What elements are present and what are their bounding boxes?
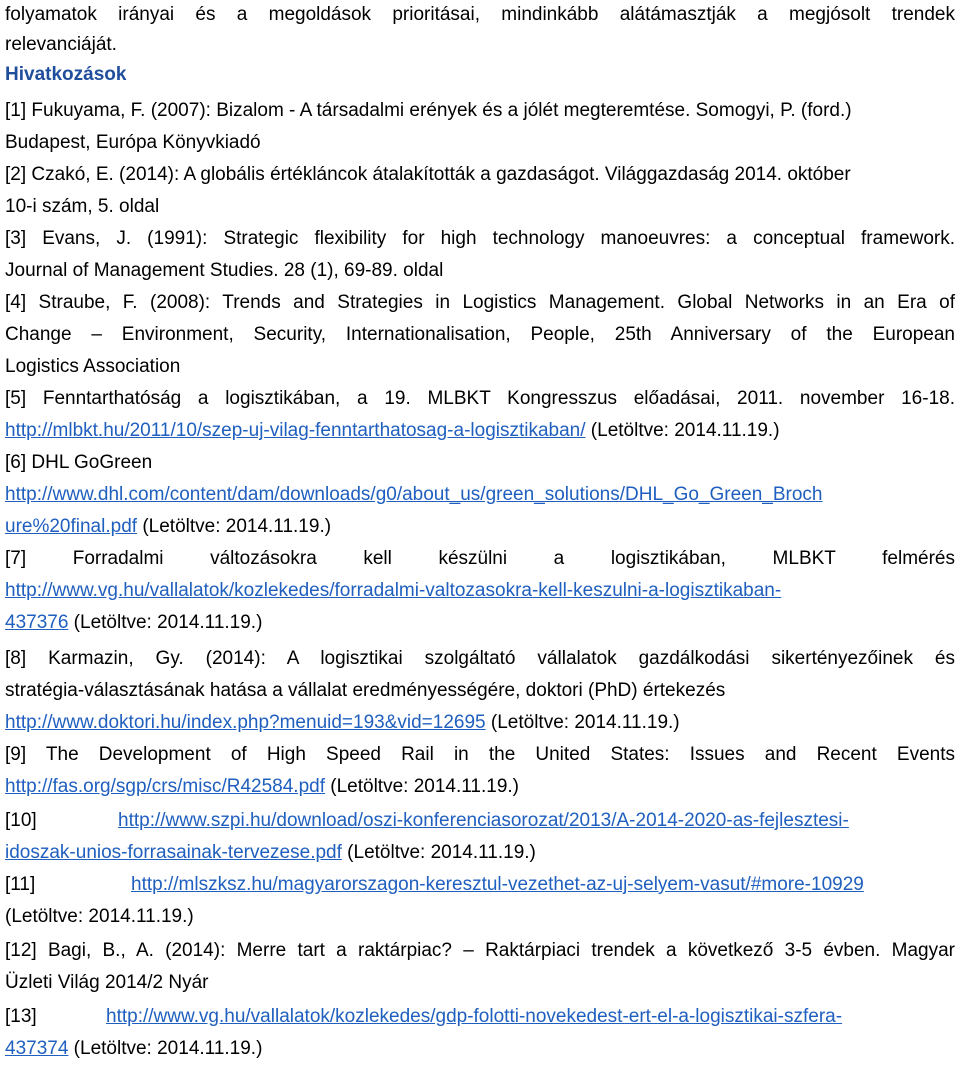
- reference-8-line: [5, 708, 955, 738]
- reference-12-line: [12] Bagi, B., A. (2014): Merre tart a raktárpiac? – Raktárpiaci trendek a következő 3-5 évben. Magyar: [5, 940, 955, 961]
- reference-9-line: [5, 772, 955, 802]
- reference-3-line: [3] Evans, J. (1991): Strategic flexibility for high technology manoeuvres: a conceptual framework.: [5, 228, 955, 249]
- reference-11-link[interactable]: http://mlszksz.hu/magyarorszagon-keresztul-vezethet-az-uj-selyem-vasut/#more-10929: [131, 874, 864, 895]
- intro-line: relevanciáját.: [5, 34, 117, 55]
- reference-6-line: [5, 480, 955, 510]
- download-date: (Letöltve: 2014.11.19.): [68, 1038, 263, 1059]
- reference-number: [10]: [5, 810, 37, 831]
- reference-7-line: [7] Forradalmi változásokra kell készülni a logisztikában, MLBKT felmérés: [5, 548, 955, 569]
- reference-9-line: [9] The Development of High Speed Rail in the United States: Issues and Recent Events: [5, 744, 955, 765]
- reference-5-line: [5] Fenntarthatóság a logisztikában, a 19. MLBKT Kongresszus előadásai, 2011. november 16-18.: [5, 388, 955, 409]
- download-date: (Letöltve: 2014.11.19.): [585, 420, 780, 441]
- reference-13-line: [5, 1034, 955, 1064]
- reference-1-line: [1] Fukuyama, F. (2007): Bizalom - A társadalmi erények és a jólét megteremtése. Somogyi, P. (ford.): [5, 100, 852, 121]
- download-date: (Letöltve: 2014.11.19.): [325, 776, 519, 797]
- reference-6-link[interactable]: http://www.dhl.com/content/dam/downloads/g0/about_us/green_solutions/DHL_Go_Green_Broch: [5, 484, 823, 505]
- download-date: (Letöltve: 2014.11.19.): [485, 712, 680, 733]
- reference-12-line: Üzleti Világ 2014/2 Nyár: [5, 972, 209, 993]
- intro-line: folyamatok irányai és a megoldások prioritásai, mindinkább alátámasztják a megjósolt trendek: [5, 4, 955, 25]
- section-heading: Hivatkozások: [5, 64, 127, 85]
- reference-4-line: Logistics Association: [5, 356, 181, 377]
- reference-10-line: [5, 806, 955, 836]
- reference-8-line: [8] Karmazin, Gy. (2014): A logisztikai szolgáltató vállalatok gazdálkodási sikertényezőinek és: [5, 648, 955, 669]
- reference-6-line: [5, 512, 955, 542]
- reference-6-line: [6] DHL GoGreen: [5, 452, 153, 473]
- reference-5-line: [5, 416, 955, 446]
- reference-9-link[interactable]: http://fas.org/sgp/crs/misc/R42584.pdf: [5, 776, 325, 797]
- reference-8-link[interactable]: http://www.doktori.hu/index.php?menuid=193&vid=12695: [5, 712, 486, 733]
- reference-7-line: [5, 608, 955, 638]
- reference-11-line: [5, 870, 955, 900]
- reference-2-line: 10-i szám, 5. oldal: [5, 196, 160, 217]
- reference-4-line: [4] Straube, F. (2008): Trends and Strategies in Logistics Management. Global Networks in an Era of: [5, 292, 955, 313]
- reference-7-link[interactable]: http://www.vg.hu/vallalatok/kozlekedes/forradalmi-valtozasokra-kell-keszulni-a-logisztikaban-: [5, 580, 782, 601]
- reference-13-line: [5, 1002, 955, 1032]
- reference-6-link-continued[interactable]: ure%20final.pdf: [5, 516, 138, 537]
- reference-2-line: [2] Czakó, E. (2014): A globális értékláncok átalakították a gazdaságot. Világgazdaság 2014. október: [5, 164, 851, 185]
- reference-3-line: Journal of Management Studies. 28 (1), 69-89. oldal: [5, 260, 444, 281]
- reference-1-line: Budapest, Európa Könyvkiadó: [5, 132, 261, 153]
- download-date: (Letöltve: 2014.11.19.): [341, 842, 536, 863]
- reference-8-line: stratégia-választásának hatása a vállalat eredményességére, doktori (PhD) értekezés: [5, 680, 726, 701]
- reference-4-line: Change – Environment, Security, Internationalisation, People, 25th Anniversary of the European: [5, 324, 955, 345]
- reference-7-line: [5, 576, 955, 606]
- reference-number: [11]: [5, 874, 36, 895]
- reference-7-link-continued[interactable]: 437376: [5, 612, 69, 633]
- reference-13-link[interactable]: http://www.vg.hu/vallalatok/kozlekedes/gdp-folotti-novekedest-ert-el-a-logisztikai-szfera-: [106, 1006, 843, 1027]
- reference-number: [13]: [5, 1006, 37, 1027]
- download-date: (Letöltve: 2014.11.19.): [137, 516, 332, 537]
- download-date: (Letöltve: 2014.11.19.): [5, 906, 194, 927]
- reference-10-link[interactable]: http://www.szpi.hu/download/oszi-konferenciasorozat/2013/A-2014-2020-as-fejlesztesi-: [118, 810, 849, 831]
- download-date: (Letöltve: 2014.11.19.): [68, 612, 263, 633]
- reference-10-line: [5, 838, 955, 868]
- reference-10-link-continued[interactable]: idoszak-unios-forrasainak-tervezese.pdf: [5, 842, 342, 863]
- reference-5-link[interactable]: http://mlbkt.hu/2011/10/szep-uj-vilag-fenntarthatosag-a-logisztikaban/: [5, 420, 586, 441]
- reference-13-link-continued[interactable]: 437374: [5, 1038, 69, 1059]
